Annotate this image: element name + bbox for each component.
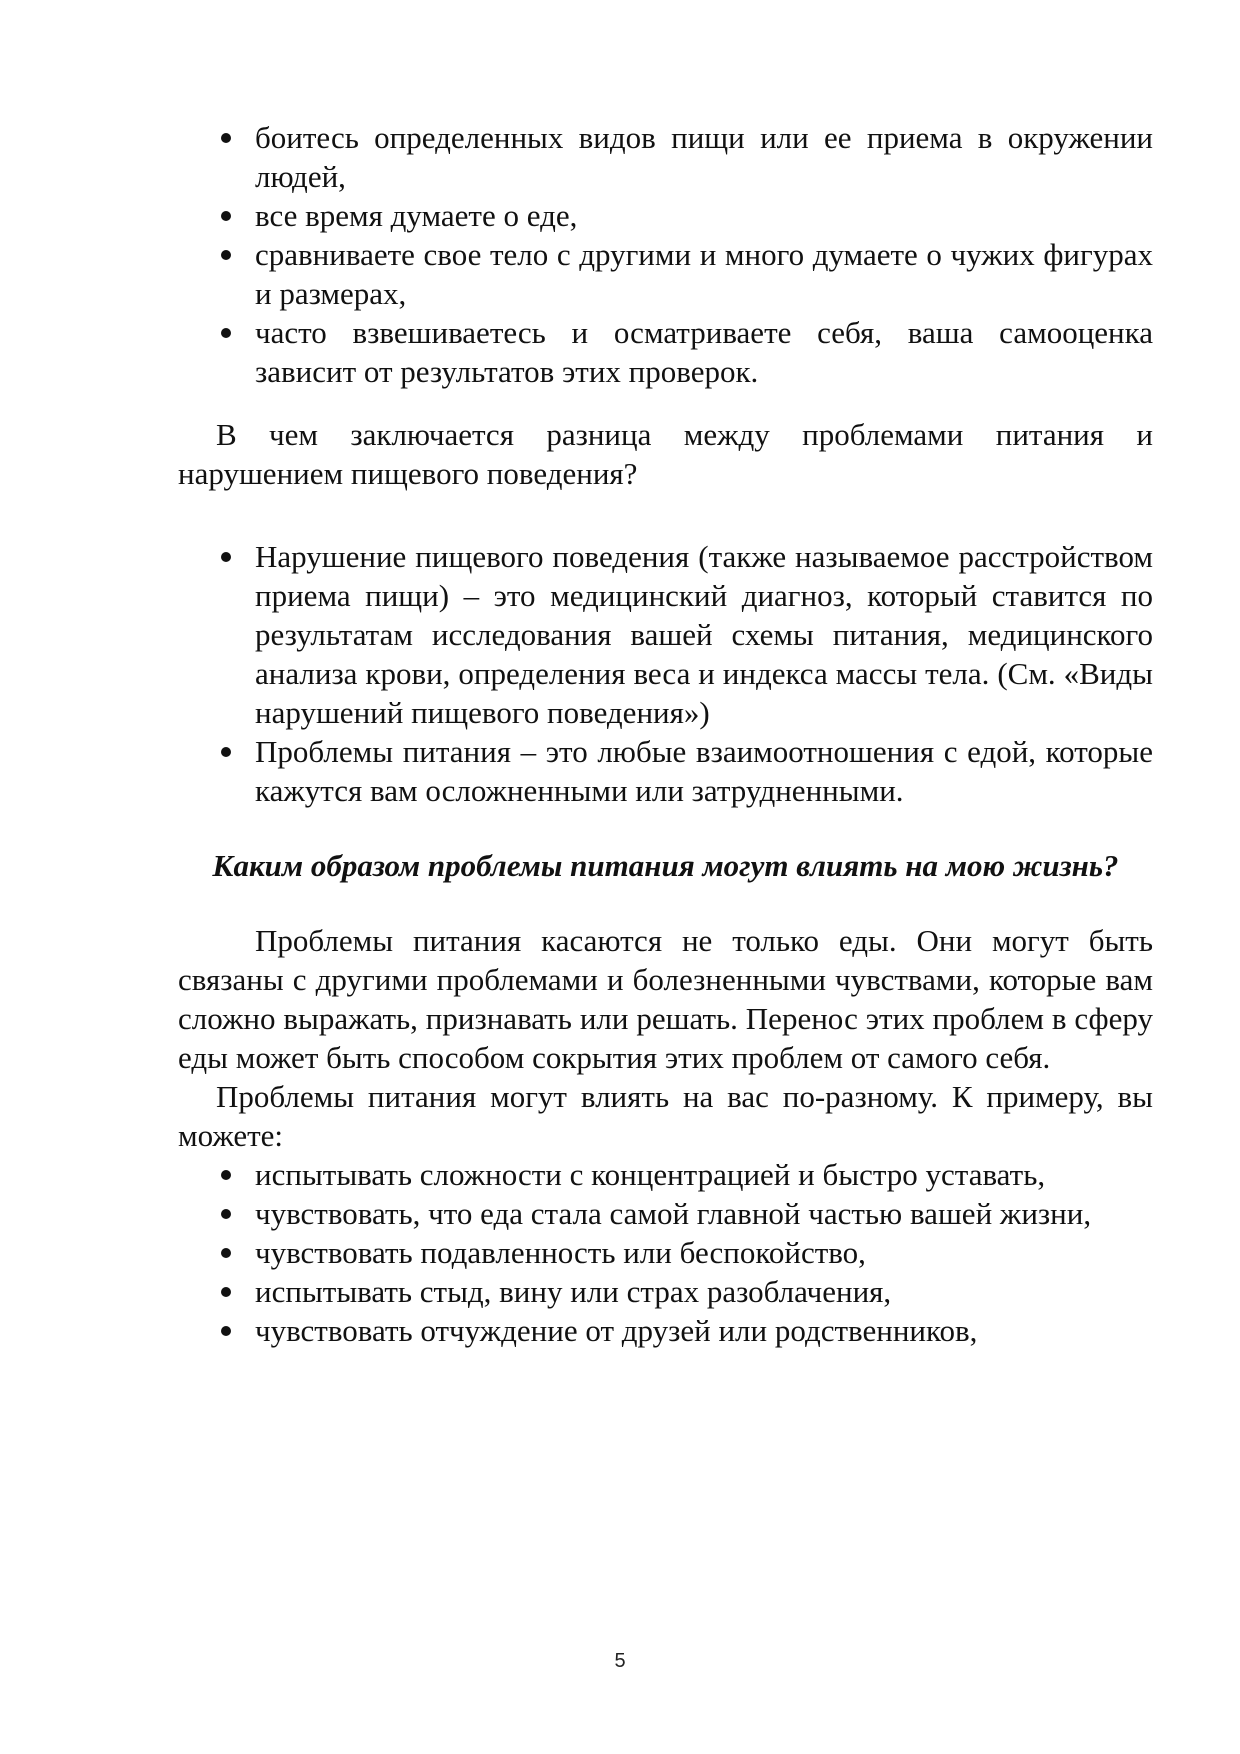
question-paragraph: В чем заключается разница между проблемами питания и нарушением пищевого поведения? — [178, 417, 1153, 491]
effects-list — [178, 1155, 1153, 1350]
list-item: Нарушение пищевого поведения (также называемое расстройством приема пищи) – это медицинский диагноз, который ставится по результатам исследования вашей схемы питания, медицинского анализа крови, определения веса и индекса массы тела. (См. «Виды нарушений пищевого поведения») — [178, 537, 1153, 732]
list-item: испытывать стыд, вину или страх разоблачения, — [178, 1272, 1153, 1311]
section-heading: Каким образом проблемы питания могут влиять на мою жизнь? — [212, 848, 1119, 883]
list-item: Проблемы питания – это любые взаимоотношения с едой, которые кажутся вам осложненными или затрудненными. — [178, 732, 1153, 810]
body-paragraph: Проблемы питания могут влиять на вас по-разному. К примеру, вы можете: — [178, 1079, 1153, 1153]
list-item: чувствовать, что еда стала самой главной частью вашей жизни, — [178, 1194, 1153, 1233]
list-item: часто взвешиваетесь и осматриваете себя, ваша самооценка зависит от результатов этих проверок. — [178, 313, 1153, 391]
list-item: боитесь определенных видов пищи или ее приема в окружении людей, — [178, 118, 1153, 196]
list-item: сравниваете свое тело с другими и много думаете о чужих фигурах и размерах, — [178, 235, 1153, 313]
page-content — [178, 118, 1153, 1350]
list-item: испытывать сложности с концентрацией и быстро уставать, — [178, 1155, 1153, 1194]
body-paragraph: Проблемы питания касаются не только еды. Они могут быть связаны с другими проблемами и болезненными чувствами, которые вам сложно выражать, признавать или решать. Перенос этих проблем в сферу еды может быть способом сокрытия этих проблем от самого себя. — [178, 923, 1153, 1075]
list-item: чувствовать подавленность или беспокойство, — [178, 1233, 1153, 1272]
difference-list — [178, 537, 1153, 810]
page-number: 5 — [614, 1650, 626, 1672]
list-item: чувствовать отчуждение от друзей или родственников, — [178, 1311, 1153, 1350]
symptom-list — [178, 118, 1153, 391]
list-item: все время думаете о еде, — [178, 196, 1153, 235]
